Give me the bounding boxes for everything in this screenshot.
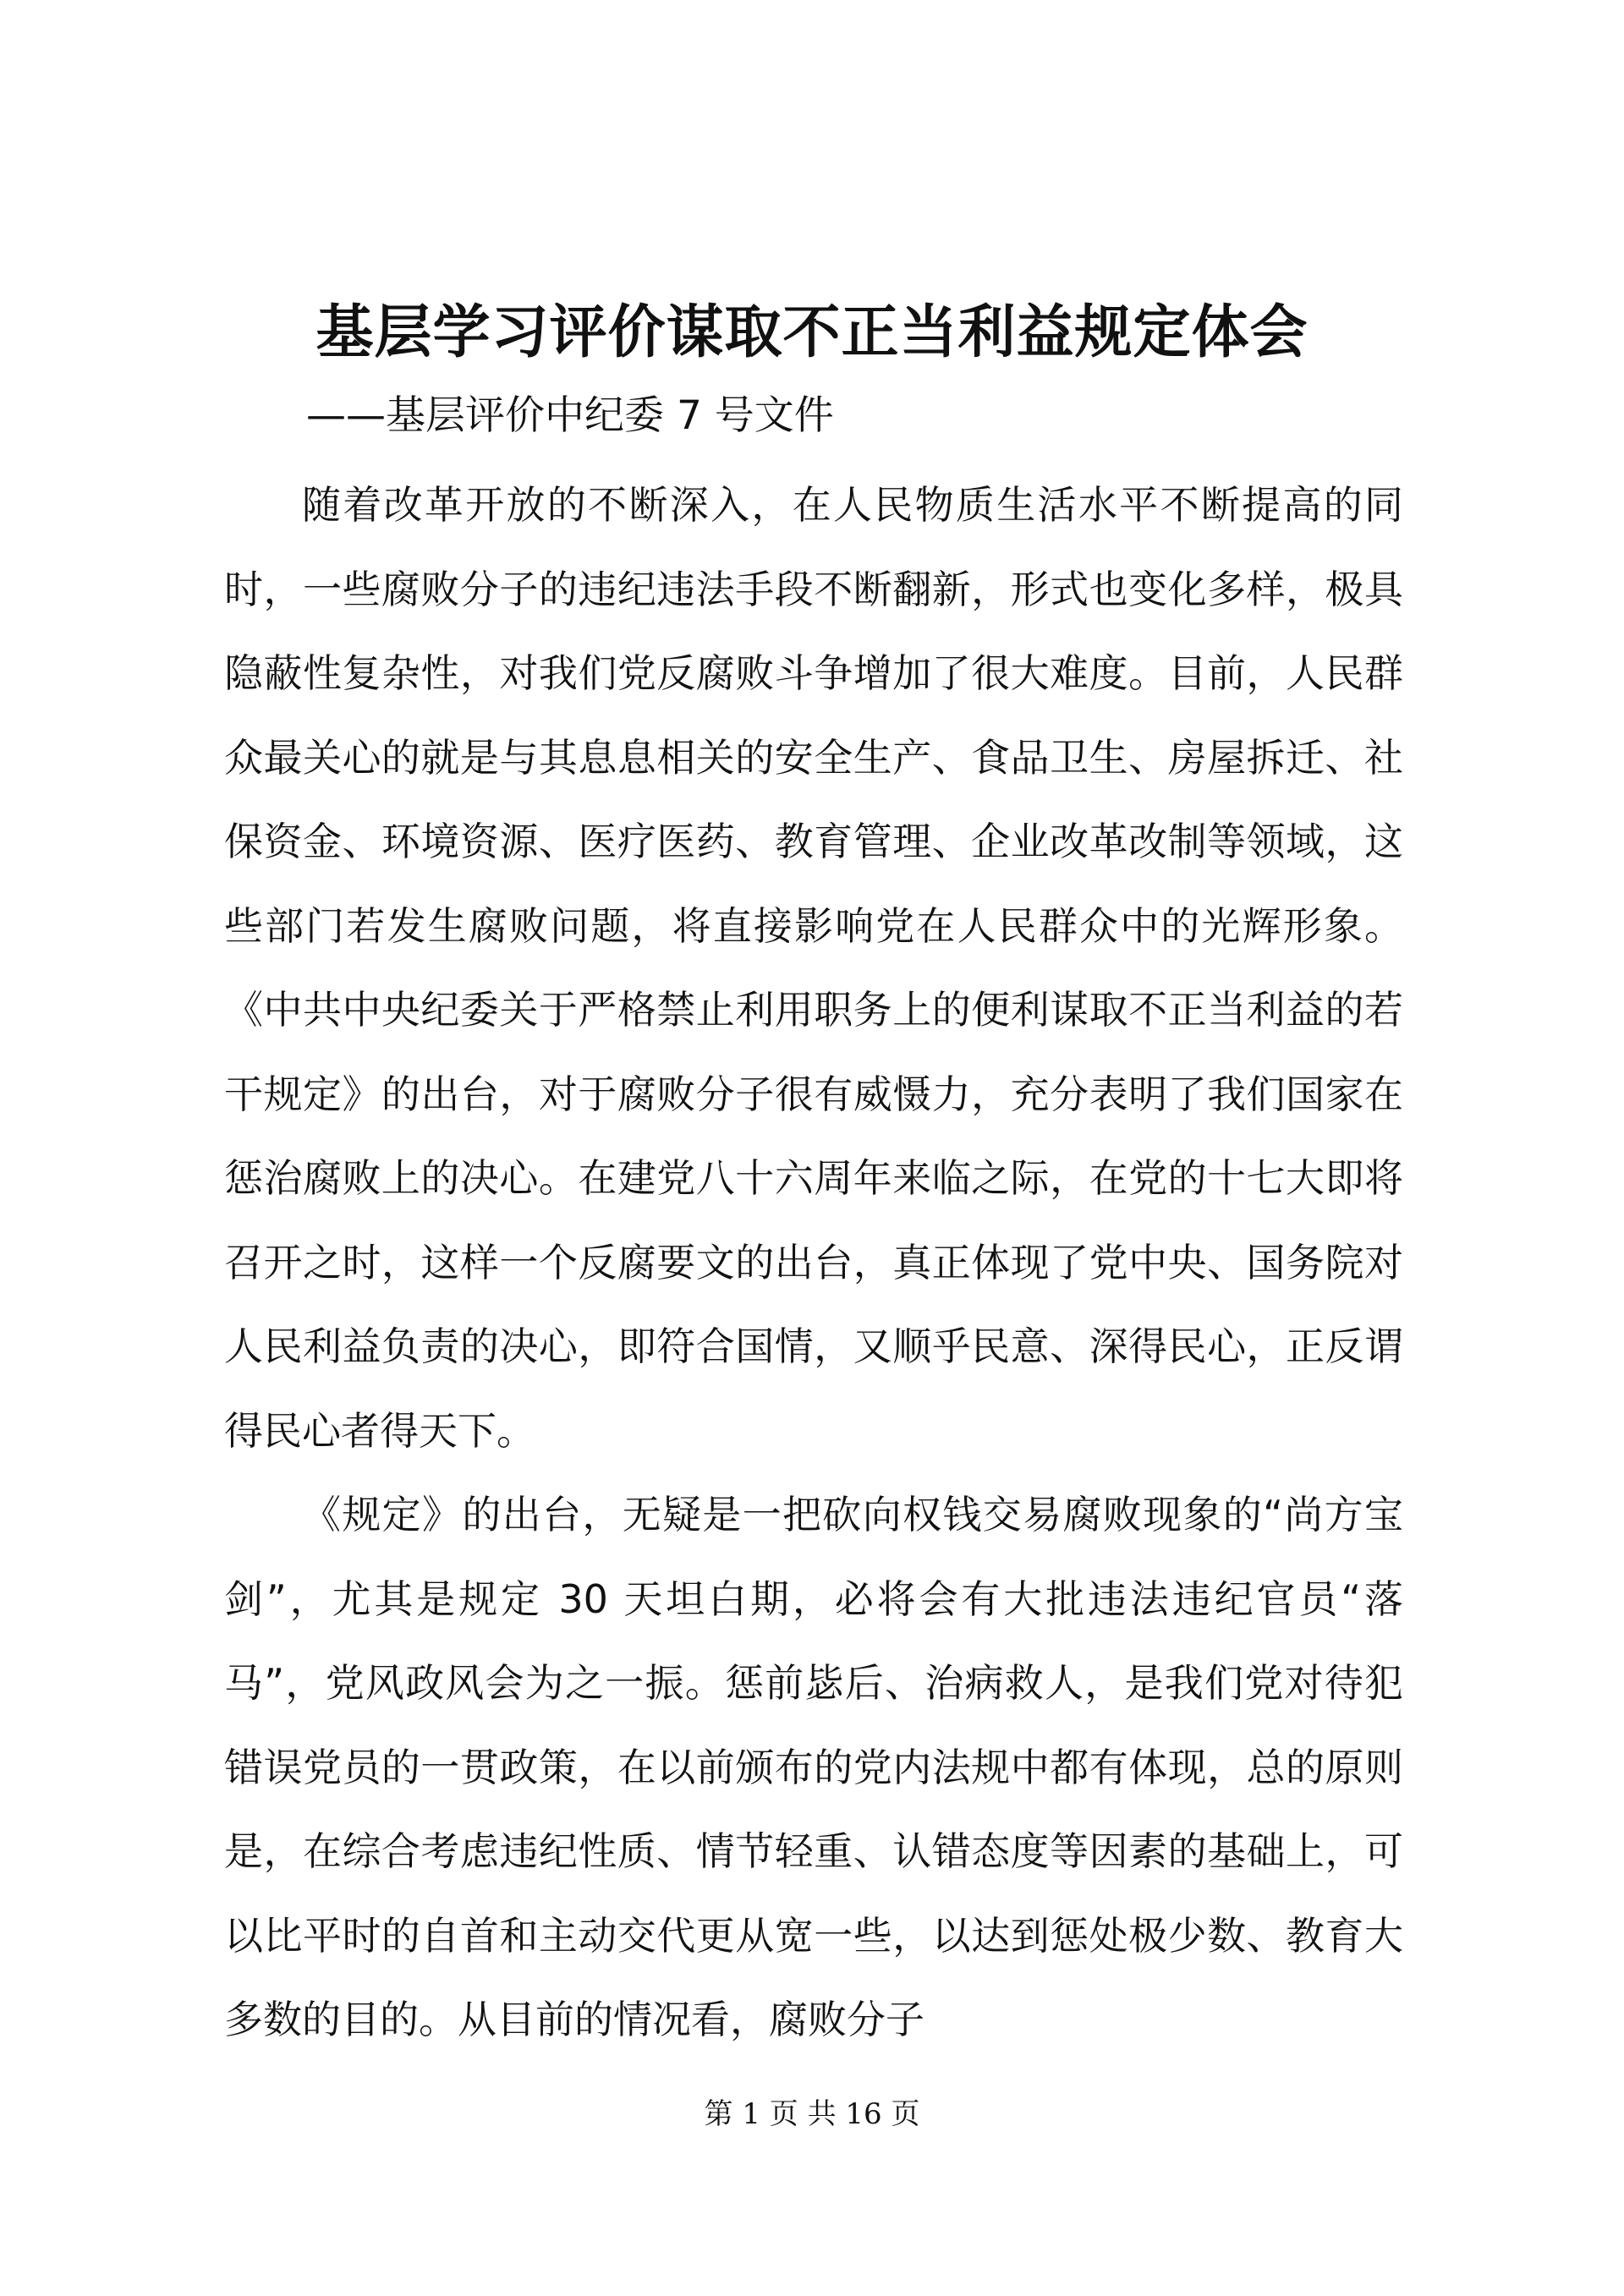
paragraph-2: 《规定》的出台，无疑是一把砍向权钱交易腐败现象的“尚方宝剑”，尤其是规定 30 天坦白期，必将会有大批违法违纪官员“落马”，党风政风会为之一振。惩前毖后、治病救人，是我们党对待犯错误党员的一贯政策，在以前颁布的党内法规中都有体现，总的原则是，在综合考虑违纪性质、情节轻重、认错态度等因素的基础上，可以比平时的自首和主动交代更从宽一些，以达到惩处极少数、教育大多数的目的。从目前的情况看，腐败分子 xyxy=(224,1492,1403,2042)
page-title: 基层学习评价谋取不正当利益规定体会 xyxy=(315,299,1309,366)
page-subtitle: ——基层评价中纪委 7 号文件 xyxy=(306,392,834,439)
page-number-footer: 第 1 页 共 16 页 xyxy=(704,2097,920,2131)
document-body xyxy=(224,463,1403,2063)
paragraph-1: 随着改革开放的不断深入，在人民物质生活水平不断提高的同时，一些腐败分子的违纪违法手段不断翻新，形式也变化多样，极具隐蔽性复杂性，对我们党反腐败斗争增加了很大难度。目前，人民群众最关心的就是与其息息相关的安全生产、食品卫生、房屋拆迁、社保资金、环境资源、医疗医药、教育管理、企业改革改制等领域，这些部门若发生腐败问题，将直接影响党在人民群众中的光辉形象。《中共中央纪委关于严格禁止利用职务上的便利谋取不正当利益的若干规定》的出台，对于腐败分子很有威慑力，充分表明了我们国家在惩治腐败上的决心。在建党八十六周年来临之际，在党的十七大即将召开之时，这样一个反腐要文的出台，真正体现了党中央、国务院对人民利益负责的决心，即符合国情，又顺乎民意、深得民心，正反谓得民心者得天下。 xyxy=(224,482,1403,1454)
